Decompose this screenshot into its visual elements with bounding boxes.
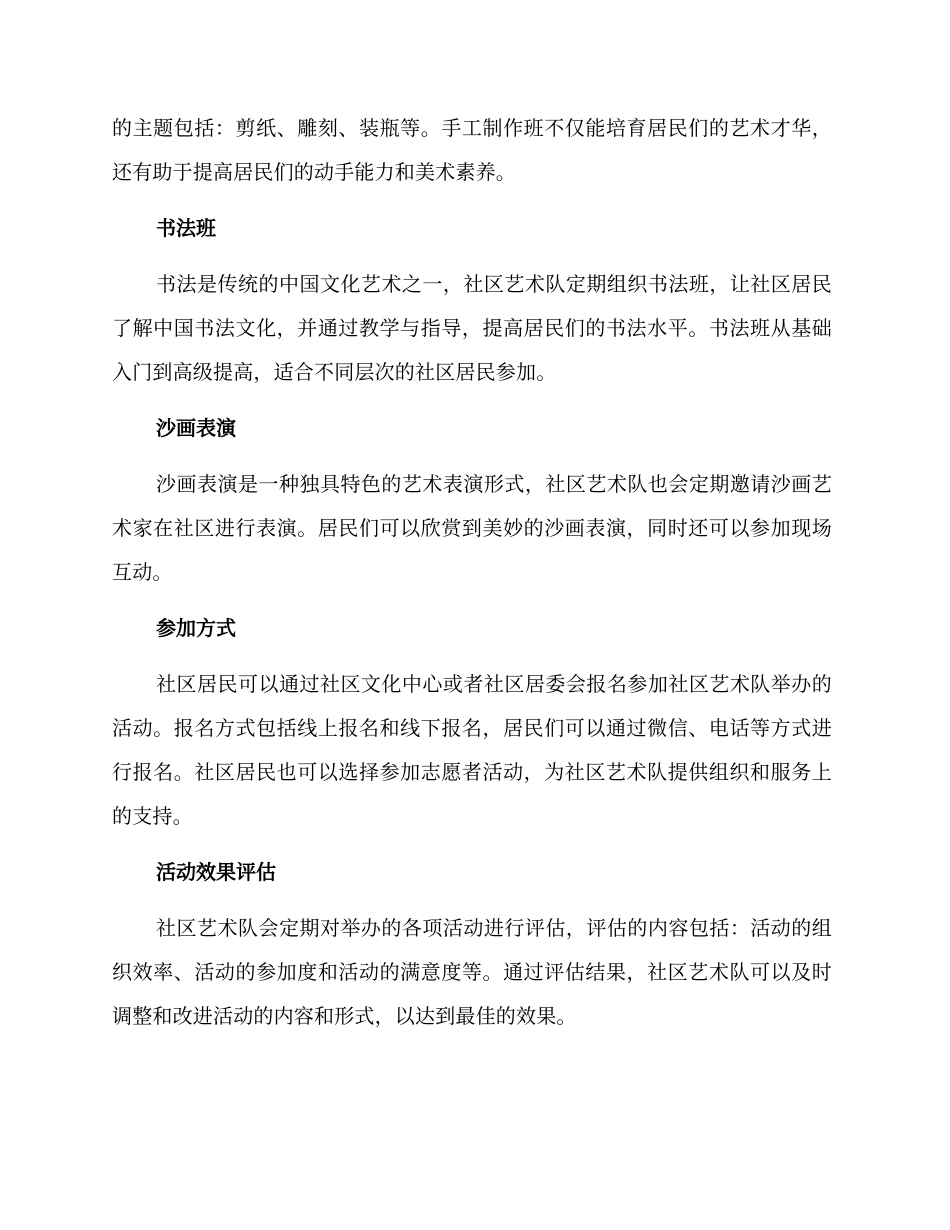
participation-heading: 参加方式 xyxy=(156,616,236,640)
intro-continuation-paragraph: 的主题包括：剪纸、雕刻、装瓶等。手工制作班不仅能培育居民们的艺术才华，还有助于提高居民们的动手能力和美术素养。 xyxy=(112,116,832,184)
document-page xyxy=(112,106,832,1038)
participation-paragraph: 社区居民可以通过社区文化中心或者社区居委会报名参加社区艺术队举办的活动。报名方式包括线上报名和线下报名，居民们可以通过微信、电话等方式进行报名。社区居民也可以选择参加志愿者活动，为社区艺术队提供组织和服务上的支持。 xyxy=(112,672,832,828)
sand-painting-paragraph: 沙画表演是一种独具特色的艺术表演形式，社区艺术队也会定期邀请沙画艺术家在社区进行表演。居民们可以欣赏到美妙的沙画表演，同时还可以参加现场互动。 xyxy=(112,472,832,584)
calligraphy-heading: 书法班 xyxy=(156,216,216,240)
calligraphy-paragraph: 书法是传统的中国文化艺术之一，社区艺术队定期组织书法班，让社区居民了解中国书法文化，并通过教学与指导，提高居民们的书法水平。书法班从基础入门到高级提高，适合不同层次的社区居民参加。 xyxy=(112,272,832,384)
sand-painting-heading: 沙画表演 xyxy=(156,416,236,440)
evaluation-paragraph: 社区艺术队会定期对举办的各项活动进行评估，评估的内容包括：活动的组织效率、活动的参加度和活动的满意度等。通过评估结果，社区艺术队可以及时调整和改进活动的内容和形式，以达到最佳的效果。 xyxy=(112,916,832,1028)
evaluation-heading: 活动效果评估 xyxy=(156,860,276,884)
